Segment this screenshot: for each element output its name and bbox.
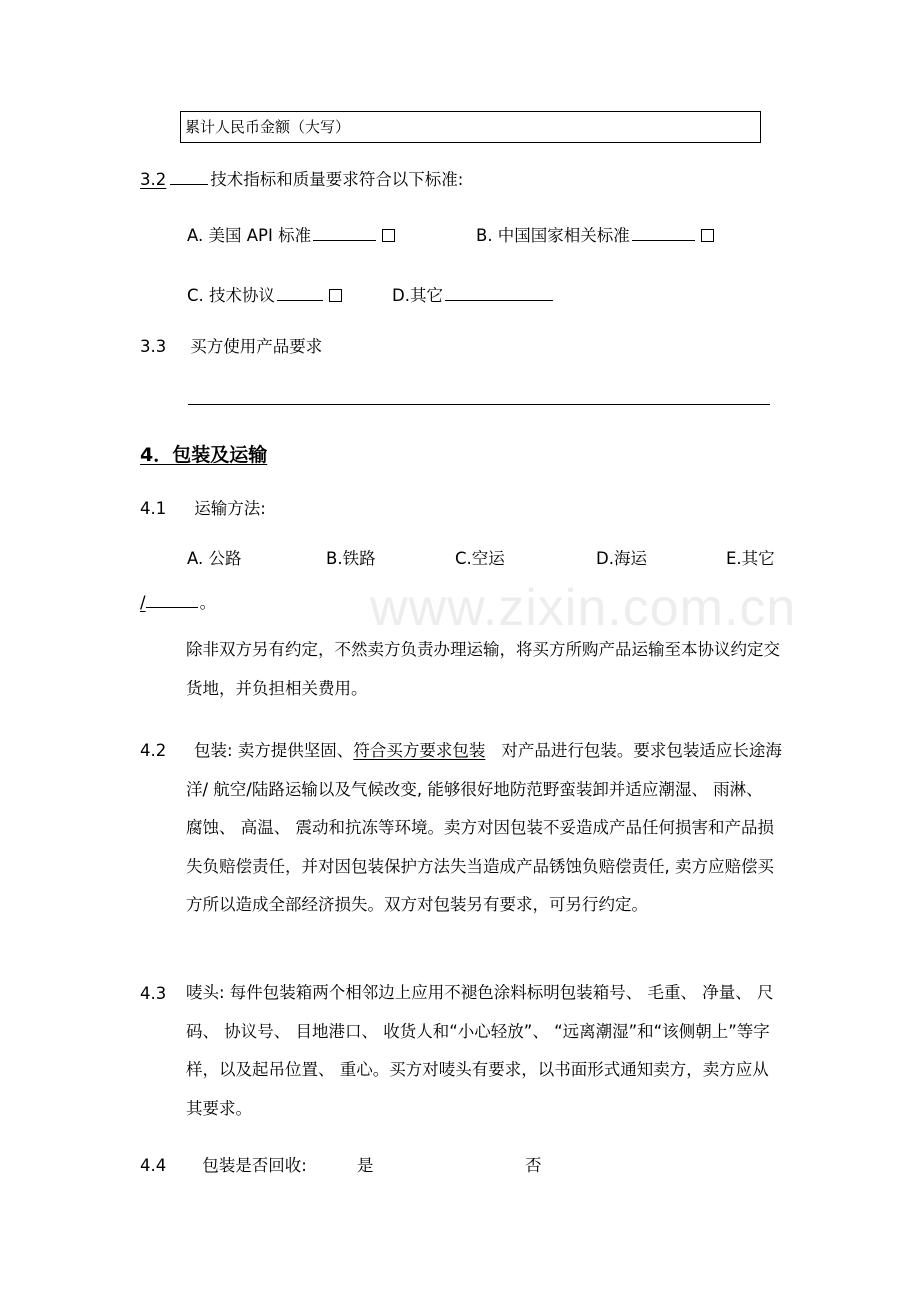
blank-line: [632, 223, 695, 241]
blank-line: [170, 167, 208, 185]
transport-option-d: D.海运: [596, 549, 647, 568]
period: 。: [199, 593, 217, 612]
transport-option-a: A. 公路: [187, 549, 242, 568]
section-3-2-title: [140, 167, 463, 191]
amount-label: 累计人民币金额（大写）: [185, 118, 351, 136]
packaging-label: 包装: 卖方提供坚固、: [194, 741, 354, 760]
transport-paragraph: 除非双方另有约定，不然卖方负责办理运输，将买方所购产品运输至本协议约定交货地，并负担相关费用。: [186, 640, 780, 698]
checkbox-icon[interactable]: [701, 229, 714, 242]
blank-line: [277, 283, 323, 301]
packaging-text: 对产品进行包装。要求包装适应长途海洋/ 航空/陆路运输以及气候改变, 能够很好地防范野蛮装卸并适应潮湿、 雨淋、 腐蚀、 高温、 震动和抗冻等环境。卖方对因包装不妥造成产品任何损害和产品损失负赔偿责任，并对因包装保护方法失当造成产品锈蚀负赔偿责任, 卖方应赔偿买方所以造成全部经济损失。双方对包装另有要求，可另行约定。: [186, 741, 782, 914]
option-a: [187, 223, 395, 247]
section-text: 包装是否回收:: [202, 1156, 307, 1175]
option-b: [476, 223, 714, 247]
section-4-1-title: [140, 498, 266, 520]
section-number: 3.3: [140, 337, 167, 356]
packaging-underlined: 符合买方要求包装: [353, 741, 486, 760]
recycle-no[interactable]: 否: [525, 1156, 542, 1175]
marking-paragraph: 唛头: 每件包装箱两个相邻边上应用不褪色涂料标明包装箱号、 毛重、 净量、 尺码、 协议号、 目地港口、 收货人和“小心轻放”、 “远离潮湿”和“该侧朝上”等字样，以及起吊位置、 重心。买方对唛头有要求，以书面形式通知卖方，卖方应从其要求。: [186, 983, 774, 1118]
transport-option-b: B.铁路: [326, 549, 376, 568]
transport-option-e: E.其它: [726, 549, 775, 568]
option-a-label: A. 美国 API 标准: [187, 226, 312, 245]
option-c: [187, 283, 342, 307]
section-4-4-row: [140, 1155, 307, 1177]
section-text: 买方使用产品要求: [190, 337, 323, 356]
section-3-3-title: [140, 336, 322, 358]
recycle-yes[interactable]: 是: [357, 1156, 374, 1175]
checkbox-icon[interactable]: [329, 289, 342, 302]
section-number: 4.1: [140, 499, 167, 518]
section-text: 技术指标和质量要求符合以下标准:: [210, 170, 464, 189]
blank-line: [445, 283, 553, 301]
section-number: 4.4: [140, 1156, 167, 1175]
section-4-heading: 4．包装及运输: [140, 444, 268, 466]
option-b-label: B. 中国国家相关标准: [476, 226, 630, 245]
section-text: 运输方法:: [194, 499, 266, 518]
blank-line: [313, 223, 376, 241]
option-d: [392, 283, 555, 307]
section-4-3-number: 4.3: [140, 984, 167, 1003]
transport-option-c: C.空运: [455, 549, 505, 568]
answer-line: [188, 404, 770, 405]
blank-line: [146, 590, 198, 608]
packaging-paragraph: [186, 732, 784, 925]
watermark: www.zixin.com.cn: [370, 579, 797, 637]
section-number: 3.2: [140, 170, 167, 189]
option-d-label: D.其它: [392, 286, 443, 305]
option-c-label: C. 技术协议: [187, 286, 276, 305]
checkbox-icon[interactable]: [382, 229, 395, 242]
other-fill: [140, 590, 216, 614]
amount-table-row: [180, 111, 761, 143]
other-value: /: [140, 593, 146, 612]
section-4-2-number: 4.2: [140, 741, 167, 760]
